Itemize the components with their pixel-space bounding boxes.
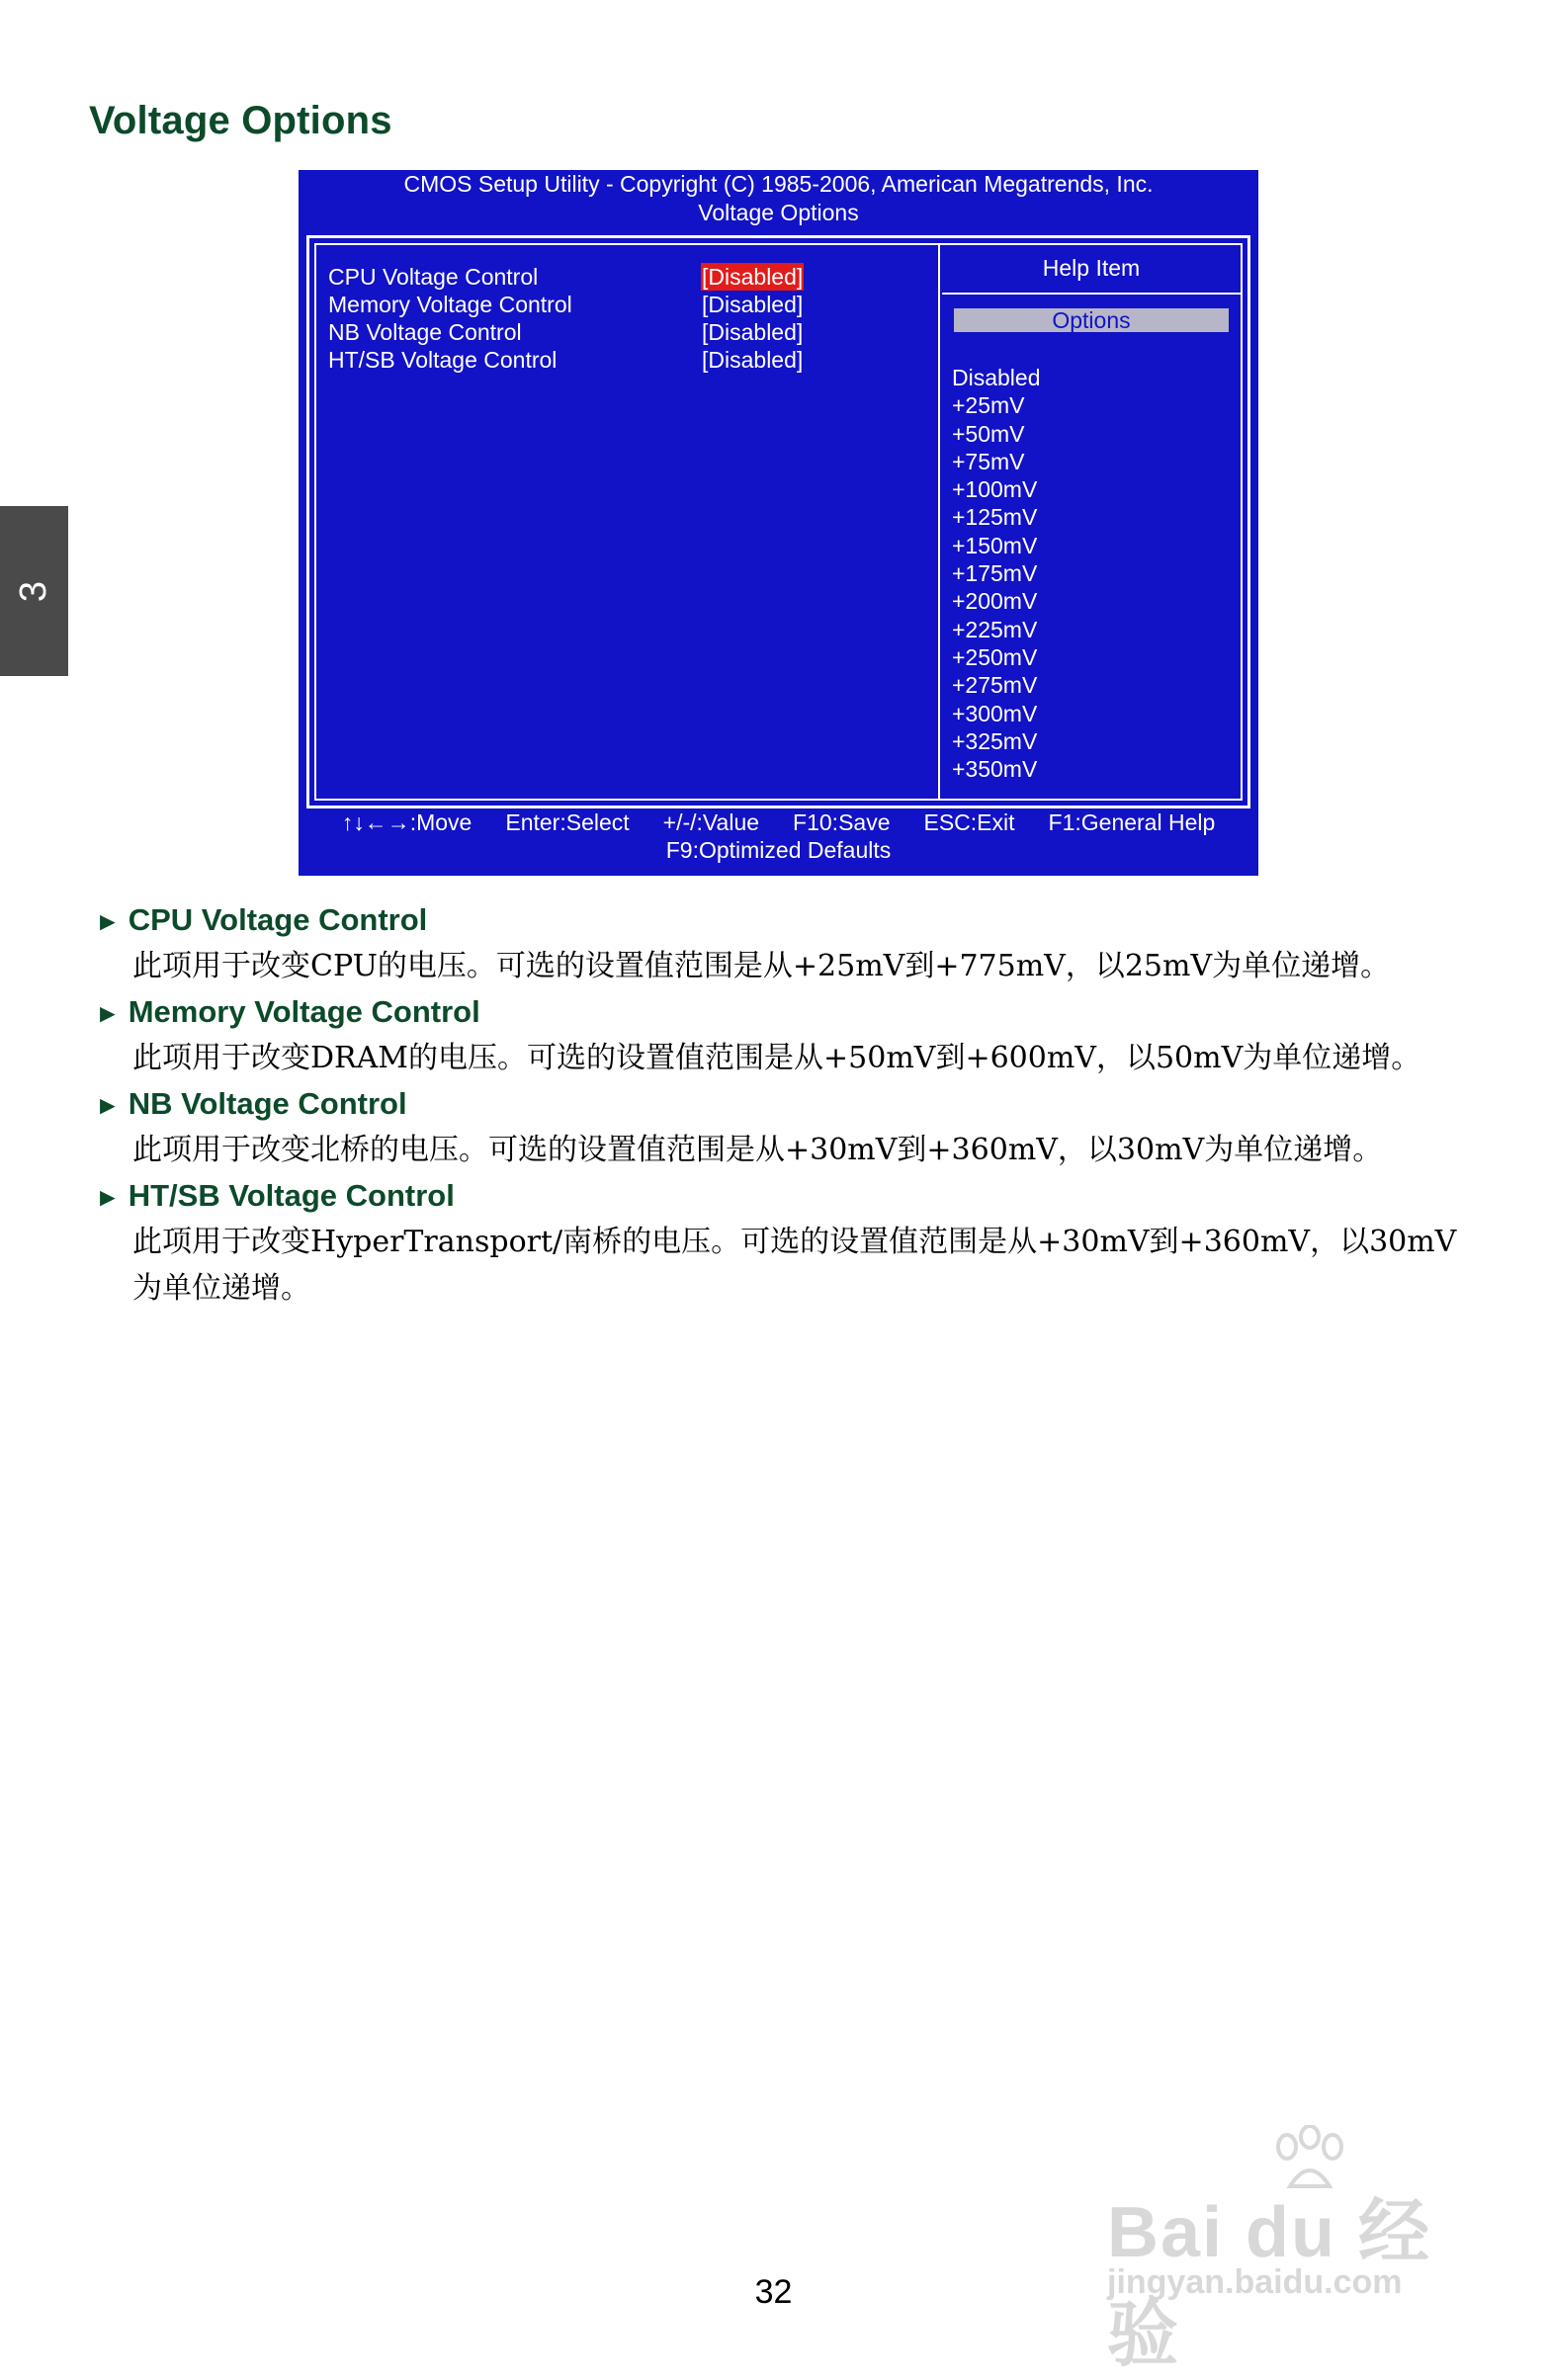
key-help: F1:General Help (1048, 809, 1216, 835)
key-save: F10:Save (793, 809, 891, 835)
descriptions (95, 897, 1479, 1312)
panel-divider (938, 245, 940, 799)
triangle-bullet-icon: ► (95, 1090, 121, 1120)
option-item: Disabled (952, 365, 1041, 390)
description-text: 此项用于改变北桥的电压。可选的设置值范围是从+30mV到+360mV，以30mV为单位递增。 (132, 1133, 1383, 1167)
key-value: +/-/:Value (662, 809, 760, 835)
watermark-logo-text: Bai du 经验 (1107, 2193, 1432, 2375)
watermark-url: jingyan.baidu.com (1107, 2263, 1403, 2301)
option-item: +350mV (952, 756, 1038, 783)
bios-header (299, 170, 1258, 227)
option-item: +300mV (952, 700, 1038, 726)
setting-value[interactable]: [Disabled] (702, 347, 804, 373)
description-title: NB Voltage Control (128, 1086, 407, 1121)
bios-panel (306, 235, 1250, 808)
setting-label: HT/SB Voltage Control (328, 347, 558, 373)
description-title: Memory Voltage Control (128, 994, 480, 1029)
bios-panel-inner (314, 243, 1243, 801)
option-item: +75mV (952, 448, 1025, 474)
description-title: HT/SB Voltage Control (128, 1178, 455, 1213)
bios-screen (299, 170, 1258, 876)
option-item: +150mV (952, 532, 1038, 558)
option-item: +225mV (952, 616, 1038, 642)
description-text: 此项用于改变HyperTransport/南桥的电压。可选的设置值范围是从+30mV到+360mV，以30mV为单位递增。 (132, 1225, 1457, 1306)
help-column (942, 245, 1241, 799)
description-heading (95, 1081, 1479, 1127)
option-item: +325mV (952, 727, 1038, 754)
option-item: +200mV (952, 588, 1038, 615)
description-item (95, 1081, 1479, 1173)
triangle-bullet-icon: ► (95, 906, 121, 936)
key-move: ↑↓←→:Move (341, 809, 473, 835)
option-item: +100mV (952, 476, 1038, 503)
triangle-bullet-icon: ► (95, 1182, 121, 1212)
setting-value[interactable]: [Disabled] (702, 292, 804, 317)
help-title: Help Item (1042, 255, 1141, 281)
options-header: Options (954, 308, 1229, 332)
description-heading (95, 989, 1479, 1035)
description-item (95, 1173, 1479, 1312)
section-title: Voltage Options (89, 99, 392, 142)
key-defaults: F9:Optimized Defaults (665, 837, 892, 863)
bios-footer (299, 808, 1258, 864)
description-item (95, 897, 1479, 989)
triangle-bullet-icon: ► (95, 998, 121, 1028)
setting-label: CPU Voltage Control (328, 264, 539, 290)
description-text: 此项用于改变DRAM的电压。可选的设置值范围是从+50mV到+600mV，以50mV为单位递增。 (132, 1041, 1421, 1075)
key-exit: ESC:Exit (923, 809, 1015, 835)
option-item: +250mV (952, 643, 1038, 670)
description-heading (95, 1173, 1479, 1219)
setting-label: NB Voltage Control (328, 319, 522, 345)
options-list (952, 364, 1041, 783)
description-title: CPU Voltage Control (128, 902, 428, 937)
option-item: +25mV (952, 392, 1025, 419)
setting-value[interactable]: [Disabled] (702, 319, 804, 345)
key-select: Enter:Select (505, 809, 630, 835)
option-item: +175mV (952, 560, 1038, 587)
setting-label: Memory Voltage Control (328, 292, 572, 317)
description-text: 此项用于改变CPU的电压。可选的设置值范围是从+25mV到+775mV，以25mV为单位递增。 (132, 949, 1391, 983)
option-item: +125mV (952, 504, 1038, 531)
option-item: +50mV (952, 420, 1025, 447)
setting-value-selected[interactable]: [Disabled] (702, 264, 804, 290)
chapter-tab (0, 506, 68, 676)
option-item: +275mV (952, 672, 1038, 699)
chapter-number: 3 (12, 580, 54, 602)
bios-screen-title: Voltage Options (698, 200, 859, 225)
bios-copyright: CMOS Setup Utility - Copyright (C) 1985-2006, American Megatrends, Inc. (403, 171, 1154, 197)
description-item (95, 989, 1479, 1081)
help-separator (942, 293, 1241, 295)
page-number: 32 (754, 2273, 793, 2311)
key-legend (299, 808, 1258, 836)
description-heading (95, 897, 1479, 943)
